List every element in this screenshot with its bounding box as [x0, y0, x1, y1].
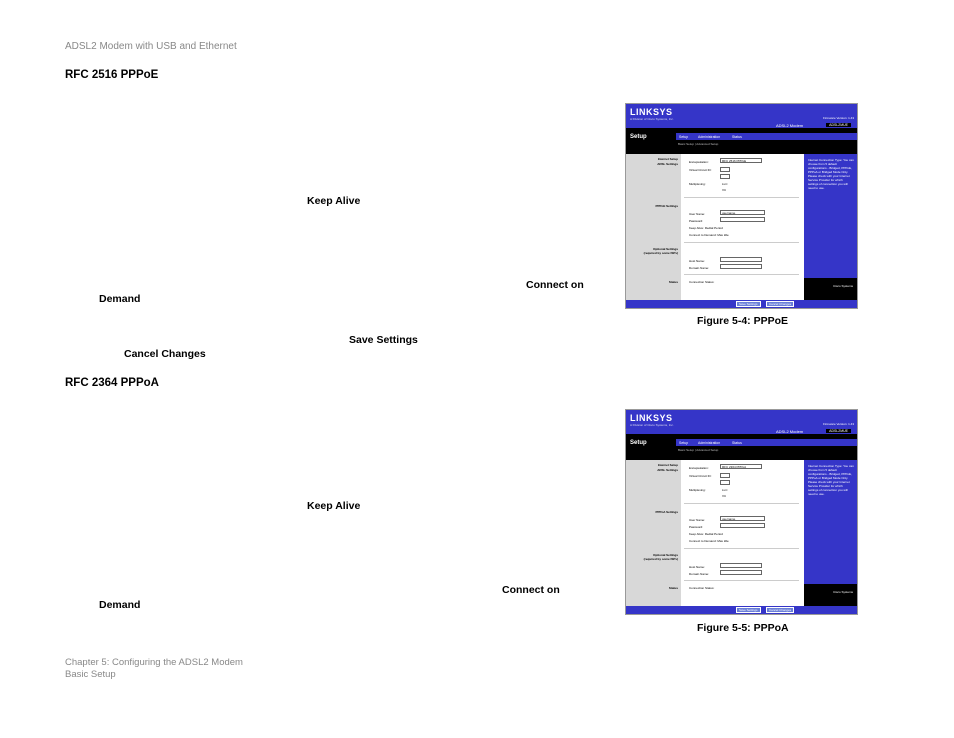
- tab-setup: Setup: [679, 441, 689, 445]
- keyword-cancel-changes: Cancel Changes: [124, 348, 206, 360]
- linksys-logo: LINKSYS: [630, 413, 673, 423]
- figure-caption-pppoa: Figure 5-5: PPPoA: [697, 622, 789, 634]
- linksys-logo: LINKSYS: [630, 107, 673, 117]
- footer-section: Basic Setup: [65, 669, 116, 680]
- page-header: ADSL2 Modem with USB and Ethernet: [65, 41, 237, 52]
- setup-label: Setup: [630, 440, 647, 446]
- keyword-demand-pppoa: Demand: [99, 599, 141, 611]
- section-heading-pppoa: RFC 2364 PPPoA: [65, 377, 159, 389]
- keyword-keep-alive: Keep Alive: [307, 195, 361, 207]
- save-settings-button: Save Settings: [736, 607, 761, 613]
- keyword-keep-alive-pppoa: Keep Alive: [307, 500, 361, 512]
- footer-chapter: Chapter 5: Configuring the ADSL2 Modem: [65, 657, 243, 668]
- tab-setup: Setup: [679, 135, 689, 139]
- setup-label: Setup: [630, 134, 647, 140]
- cancel-changes-button: Cancel Changes: [766, 301, 794, 307]
- tab-administration: Administration: [698, 441, 721, 445]
- keyword-connect-on-pppoa: Connect on: [502, 584, 560, 596]
- cancel-changes-button: Cancel Changes: [766, 607, 794, 613]
- keyword-save-settings: Save Settings: [349, 334, 418, 346]
- save-settings-button: Save Settings: [736, 301, 761, 307]
- keyword-connect-on: Connect on: [526, 279, 584, 291]
- tab-status: Status: [732, 135, 742, 139]
- cisco-logo: [831, 595, 853, 604]
- figure-caption-pppoe: Figure 5-4: PPPoE: [697, 315, 789, 327]
- keyword-demand: Demand: [99, 293, 141, 305]
- section-heading-pppoe: RFC 2516 PPPoE: [65, 69, 159, 81]
- figure-pppoe-screenshot: LINKSYS A Division of Cisco Systems, Inc. Firmware Version: 1.43 Setup ADSL2 Modem ADSL2MUE Setup Administration Status Basic Setup | Advanced Setup Internet Setup ADSL Settings PPPoE Settings Optional Settings (required by some ISPs) Status Encapsulation: RFC 2516 PPPoE Virtual Circuit ID: Multiplexing: LLC VC User Name: username Password: Keep Alive: Redial Period Connect to Demand: Max Idle Host Name: Domain Name: Connection Status: Internet Connection Type: You can choose from 5 default configurations - Bridged, PPPoE, PPPoA or Bridged Mode Only. Please check with your Internet Service Provider for which settings of connection you will need to use. Cisco Systems Save Settings Cancel Changes: [625, 103, 858, 309]
- figure-pppoa-screenshot: LINKSYS A Division of Cisco Systems, Inc. Firmware Version: 1.43 Setup ADSL2 Modem ADSL2MUE Setup Administration Status Basic Setup | Advanced Setup Internet Setup ADSL Settings PPPoA Settings Optional Settings (required by some ISPs) Status Encapsulation: RFC 2364 PPPoA Virtual Circuit ID: Multiplexing: LLC VC User Name: username Password: Keep Alive: Redial Period Connect to Demand: Max Idle Host Name: Domain Name: Connection Status: Internet Connection Type: You can choose from 5 default configurations - Bridged, PPPoE, PPPoA or Bridged Mode Only. Please check with your Internet Service Provider for which settings of connection you will need to use. Cisco Systems Save Settings Cancel Changes: [625, 409, 858, 615]
- cisco-logo: [831, 289, 853, 298]
- tab-status: Status: [732, 441, 742, 445]
- tab-administration: Administration: [698, 135, 721, 139]
